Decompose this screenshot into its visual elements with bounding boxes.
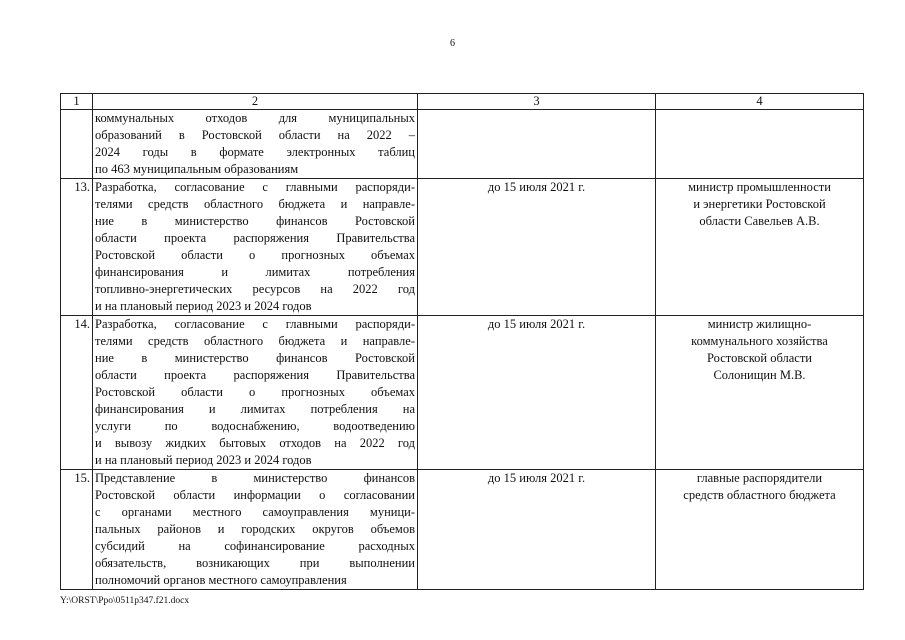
responsible-line: Солонищин М.В. [713, 368, 806, 382]
responsible-cell [656, 179, 864, 316]
row-number: 14. [61, 316, 93, 470]
measure-text-line: ние в министерство финансов Ростовской [95, 214, 415, 228]
deadline-text: до 15 июля 2021 г. [487, 471, 586, 485]
measure-text-line: и на плановый период 2023 и 2024 годов [95, 299, 312, 313]
header-col-4: 4 [656, 94, 864, 110]
measure-text-line: коммунальных отходов для муниципальных [95, 111, 415, 125]
deadline-cell [418, 470, 656, 590]
responsible-line: главные распорядители [696, 471, 823, 485]
responsible-cell [656, 110, 864, 179]
responsible-line: министр промышленности [688, 180, 831, 194]
measure-text-line: с органами местного самоуправления муници- [95, 505, 415, 519]
measure-text-line: области проекта распоряжения Правительства [95, 368, 415, 382]
measure-text-line: Разработка, согласование с главными распоряди- [95, 317, 415, 331]
measure-text-line: топливно-энергетических ресурсов на 2022 год [95, 282, 415, 296]
measure-text-line: финансирования и лимитах потребления на [95, 402, 415, 416]
responsible-cell [656, 470, 864, 590]
measure-text [93, 179, 418, 316]
row-number [61, 110, 93, 179]
measure-text-line: по 463 муниципальным образованиям [95, 162, 299, 176]
file-path-footer: Y:\ORST\Ppo\0511p347.f21.docx [60, 596, 190, 606]
measure-text-line: телями средств областного бюджета и направле- [95, 197, 415, 211]
measure-text-line: пальных районов и городских округов объемов [95, 522, 415, 536]
measure-text-line: ние в министерство финансов Ростовской [95, 351, 415, 365]
header-col-2: 2 [93, 94, 418, 110]
responsible-line: коммунального хозяйства [691, 334, 828, 348]
measure-text-line: субсидий на софинансирование расходных [95, 539, 415, 553]
measure-text-line: Ростовской области о прогнозных объемах [95, 385, 415, 399]
measure-text-line: Ростовской области информации о согласовании [95, 488, 415, 502]
responsible-line: министр жилищно- [707, 317, 812, 331]
measure-text-line: и на плановый период 2023 и 2024 годов [95, 453, 312, 467]
table-row [61, 179, 864, 316]
measure-text-line: Разработка, согласование с главными распоряди- [95, 180, 415, 194]
measure-text-line: телями средств областного бюджета и направле- [95, 334, 415, 348]
page-number: 6 [450, 38, 455, 49]
measure-text [93, 110, 418, 179]
measure-text [93, 470, 418, 590]
responsible-line: и энергетики Ростовской [693, 197, 826, 211]
header-col-1: 1 [61, 94, 93, 110]
deadline-text: до 15 июля 2021 г. [487, 317, 586, 331]
measure-text-line: Представление в министерство финансов [95, 471, 415, 485]
measure-text-line: области проекта распоряжения Правительства [95, 231, 415, 245]
measure-text-line: 2024 годы в формате электронных таблиц [95, 145, 415, 159]
measure-text-line: образований в Ростовской области на 2022 – [95, 128, 415, 142]
row-number: 15. [61, 470, 93, 590]
header-col-3: 3 [418, 94, 656, 110]
table-row [61, 470, 864, 590]
plan-table [60, 93, 864, 590]
measure-text-line: Ростовской области о прогнозных объемах [95, 248, 415, 262]
deadline-cell [418, 316, 656, 470]
responsible-line: области Савельев А.В. [699, 214, 820, 228]
measure-text-line: и вывозу жидких бытовых отходов на 2022 год [95, 436, 415, 450]
measure-text-line: услуги по водоснабжению, водоотведению [95, 419, 415, 433]
measure-text-line: финансирования и лимитах потребления [95, 265, 415, 279]
measure-text-line: обязательств, возникающих при выполнении [95, 556, 415, 570]
table-header-row [61, 94, 864, 110]
responsible-line: Ростовской области [707, 351, 812, 365]
responsible-line: средств областного бюджета [683, 488, 836, 502]
deadline-cell [418, 179, 656, 316]
row-number: 13. [61, 179, 93, 316]
deadline-text: до 15 июля 2021 г. [487, 180, 586, 194]
responsible-cell [656, 316, 864, 470]
measure-text [93, 316, 418, 470]
table-row [61, 316, 864, 470]
measure-text-line: полномочий органов местного самоуправления [95, 573, 347, 587]
deadline-cell [418, 110, 656, 179]
table-row [61, 110, 864, 179]
